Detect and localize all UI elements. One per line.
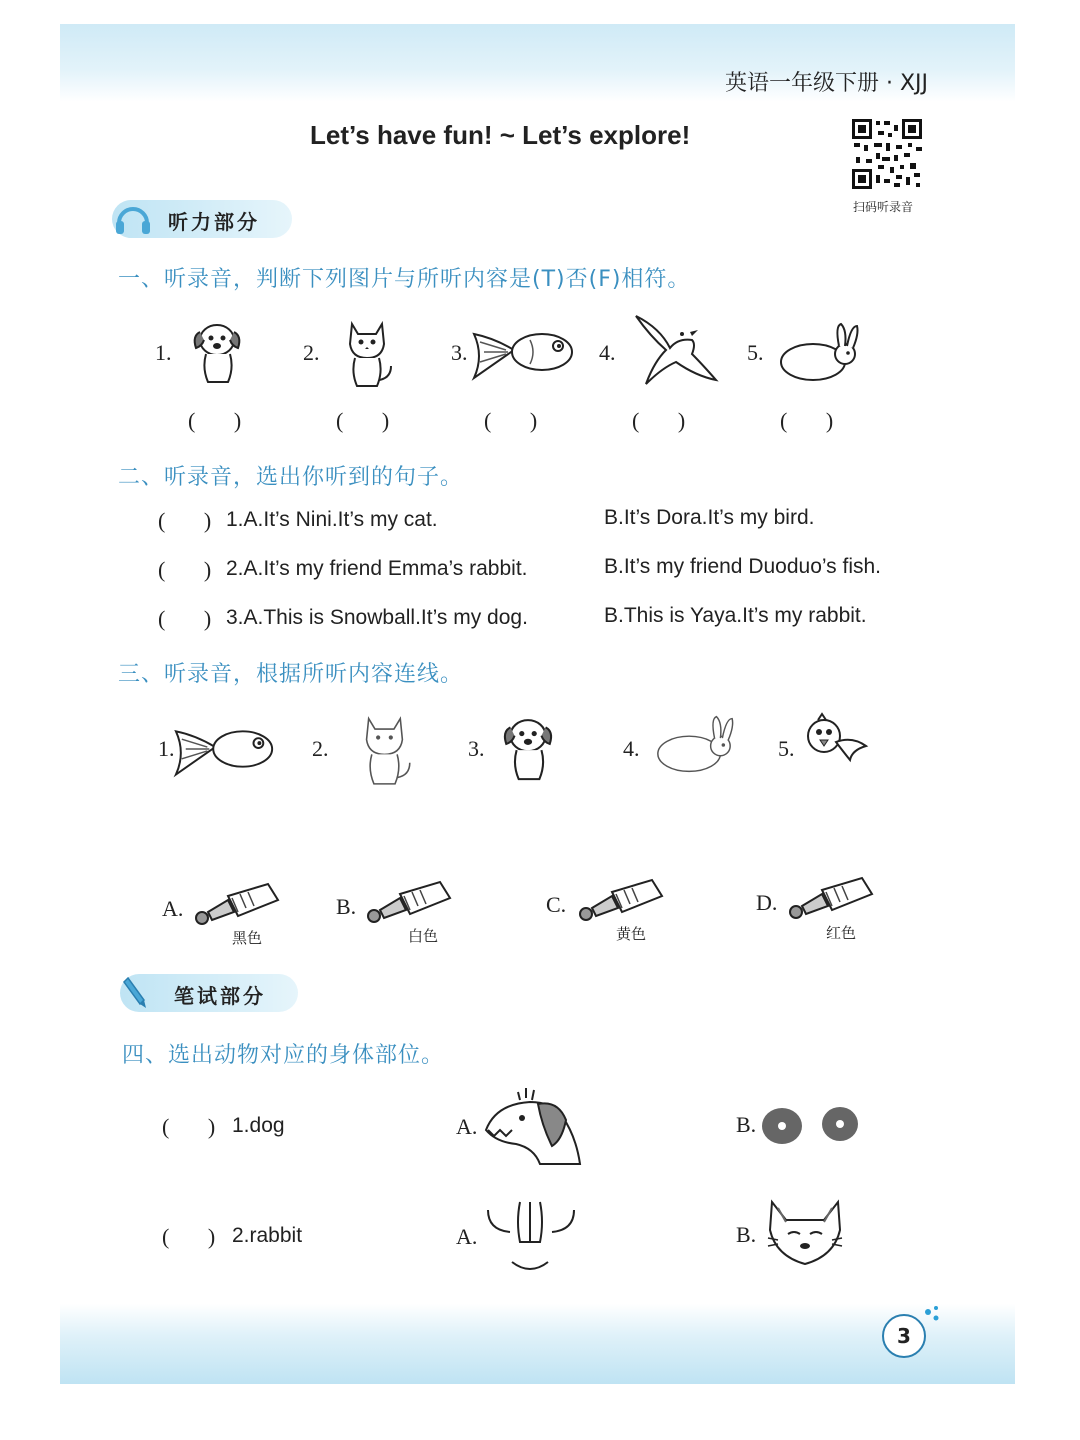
s1-answer-2[interactable]: ( ) [336, 408, 390, 433]
s3-animal-1-number: 1. [158, 736, 175, 761]
cat-icon[interactable] [356, 708, 414, 786]
s1-item-2-number: 2. [303, 340, 320, 365]
s2-option-1a: 1.A.It’s Nini.It’s my cat. [226, 508, 438, 531]
paint-d-color: 红色 [826, 924, 857, 942]
section-2-heading: 二、听录音，选出你听到的句子。 [118, 465, 464, 490]
s4-answer-2[interactable]: ( ) [162, 1224, 216, 1249]
s1-answer-1[interactable]: ( ) [188, 408, 242, 433]
pen-icon [120, 972, 156, 1014]
paint-a-letter: A. [162, 896, 184, 921]
paint-tube-icon[interactable] [188, 882, 284, 930]
s2-answer-1[interactable]: ( ) [158, 508, 212, 533]
s1-item-5-number: 5. [747, 340, 764, 365]
worksheet-page [60, 24, 1015, 1384]
dog-icon[interactable] [498, 708, 558, 784]
s4-option-1b: B. [736, 1112, 757, 1137]
s2-option-2b: B.It’s my friend Duoduo’s fish. [604, 555, 882, 578]
qr-code-icon[interactable] [850, 117, 924, 191]
paint-b-letter: B. [336, 894, 357, 919]
s3-animal-3-number: 3. [468, 736, 485, 761]
paint-tube-icon[interactable] [782, 876, 878, 924]
s4-word-2: 2.rabbit [232, 1224, 303, 1247]
s3-animal-4-number: 4. [623, 736, 640, 761]
paint-c-color: 黄色 [616, 925, 647, 943]
s2-option-2a: 2.A.It’s my friend Emma’s rabbit. [226, 557, 528, 580]
s4-word-1: 1.dog [232, 1114, 285, 1137]
listening-label: 听力部分 [168, 210, 260, 234]
s1-item-4-number: 4. [599, 340, 616, 365]
s1-item-3-number: 3. [451, 340, 468, 365]
s2-answer-3[interactable]: ( ) [158, 606, 212, 631]
section-4-heading: 四、选出动物对应的身体部位。 [122, 1043, 445, 1068]
s2-answer-2[interactable]: ( ) [158, 557, 212, 582]
section-1-heading: 一、听录音，判断下列图片与所听内容是(T)否(F)相符。 [118, 267, 691, 292]
dog-icon [188, 314, 246, 386]
s4-answer-1[interactable]: ( ) [162, 1114, 216, 1139]
bird-icon [630, 312, 720, 390]
page-number: 3 [882, 1314, 926, 1358]
page-title: Let’s have fun! ~ Let’s explore! [310, 120, 691, 150]
s4-option-2a: A. [456, 1224, 478, 1249]
qr-caption: 扫码听录音 [853, 200, 914, 214]
fish-icon[interactable] [172, 714, 280, 784]
s2-option-3a: 3.A.This is Snowball.It’s my dog. [226, 606, 528, 629]
s1-answer-5[interactable]: ( ) [780, 408, 834, 433]
paint-tube-icon[interactable] [360, 880, 456, 928]
s1-answer-3[interactable]: ( ) [484, 408, 538, 433]
s4-option-2b: B. [736, 1222, 757, 1247]
book-title: 英语一年级下册 · XJJ [725, 71, 929, 96]
bird-icon[interactable] [800, 712, 870, 774]
section-3-heading: 三、听录音，根据所听内容连线。 [118, 662, 464, 687]
s3-animal-2-number: 2. [312, 736, 329, 761]
headphones-icon [112, 198, 154, 240]
fish-icon [470, 322, 580, 382]
paint-tube-icon[interactable] [572, 878, 668, 926]
panda-eyes-icon[interactable] [760, 1102, 860, 1148]
s3-animal-5-number: 5. [778, 736, 795, 761]
s2-option-3b: B.This is Yaya.It’s my rabbit. [604, 604, 867, 627]
rabbit-icon[interactable] [650, 712, 738, 776]
rabbit-icon [773, 320, 863, 384]
s4-option-1a: A. [456, 1114, 478, 1139]
s1-item-1-number: 1. [155, 340, 172, 365]
paint-d-letter: D. [756, 890, 778, 915]
paint-a-color: 黑色 [232, 929, 263, 947]
cat-icon [340, 314, 395, 388]
s1-answer-4[interactable]: ( ) [632, 408, 686, 433]
bottom-band [60, 1304, 1015, 1384]
fox-face-icon[interactable] [764, 1198, 846, 1268]
paint-b-color: 白色 [408, 927, 439, 945]
splash-icon [922, 1304, 942, 1328]
paint-c-letter: C. [546, 892, 567, 917]
s2-option-1b: B.It’s Dora.It’s my bird. [604, 506, 815, 529]
rabbit-teeth-icon[interactable] [484, 1200, 578, 1276]
writing-label: 笔试部分 [174, 984, 266, 1008]
dog-head-icon[interactable] [478, 1084, 582, 1166]
